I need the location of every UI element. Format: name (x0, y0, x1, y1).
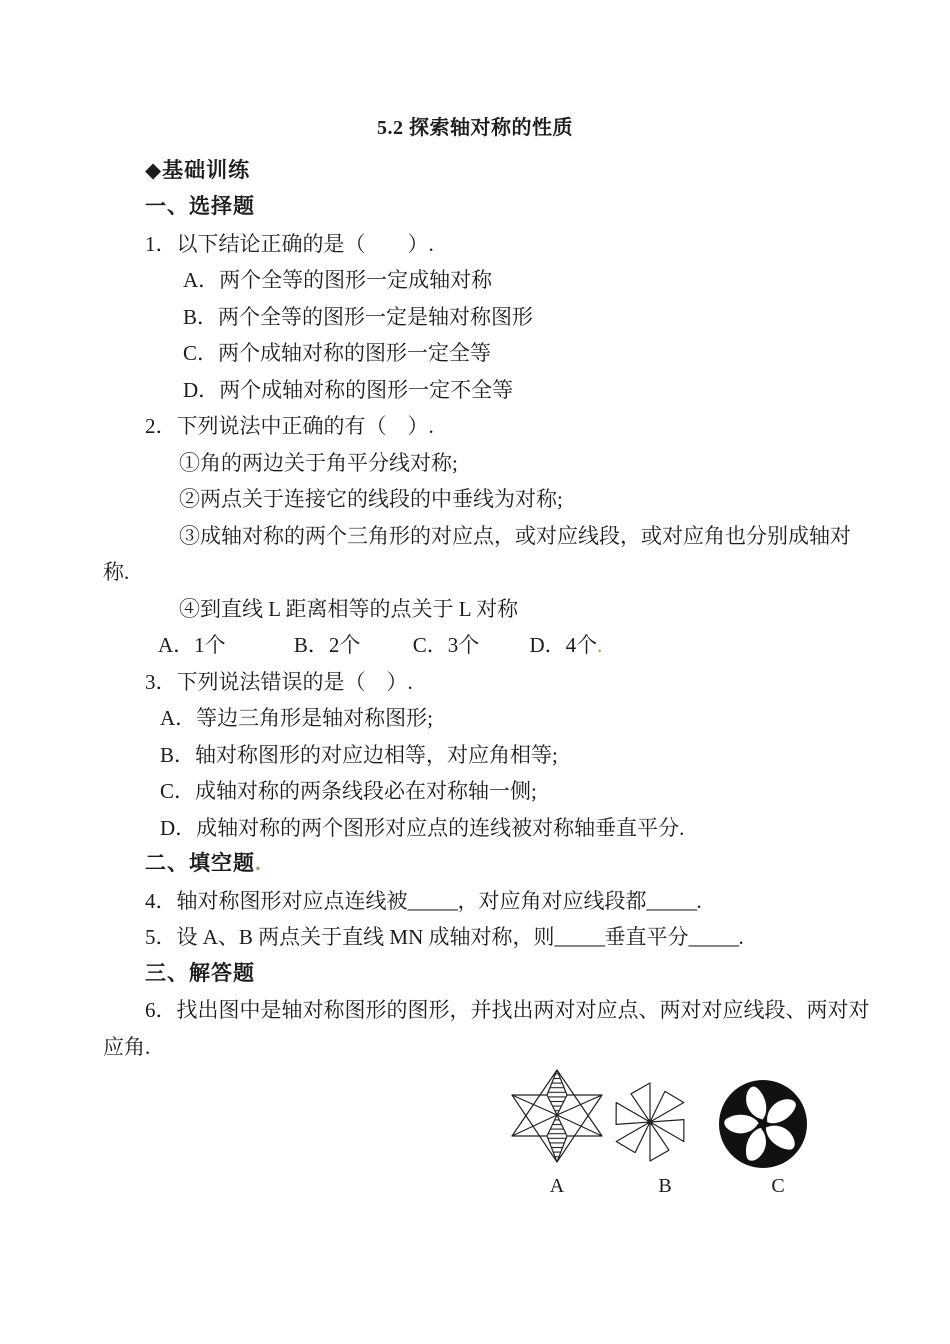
question-1-option-b: B．两个全等的图形一定是轴对称图形 (183, 304, 534, 329)
question-2-answer-d: D．4个 (529, 633, 598, 657)
stray-period: . (597, 633, 603, 657)
figures-row (0, 1065, 950, 1235)
answer-blank: _____ (688, 925, 739, 949)
heading-section-choice: 一、选择题 (145, 195, 255, 218)
question-4 (145, 883, 950, 920)
question-1-option-a: A．两个全等的图形一定成轴对称 (183, 268, 493, 292)
question-2-item-3-continuation: 称. (103, 560, 130, 584)
question-1-option-c: C．两个成轴对称的图形一定全等 (183, 341, 492, 365)
page-title: 5.2 探索轴对称的性质 (377, 117, 573, 139)
question-5-text-1: 5．设 A、B 两点关于直线 MN 成轴对称，则 (145, 925, 555, 949)
stray-period-2: . (255, 852, 262, 875)
question-2-item-1: ①角的两边关于角平分线对称; (179, 450, 458, 475)
question-4-text-1: 4．轴对称图形对应点连线被 (145, 888, 408, 913)
question-2-answer-row (158, 627, 950, 664)
figure-a-hexagram-star (507, 1067, 607, 1167)
question-3-option-b: B．轴对称图形的对应边相等，对应角相等; (160, 742, 558, 767)
question-3-option-a: A．等边三角形是轴对称图形; (160, 706, 433, 730)
figure-b-pinwheel-triangles (606, 1078, 694, 1166)
question-1-option-d: D．两个成轴对称的图形一定不全等 (183, 377, 514, 402)
question-3-stem: 3．下列说法错误的是（ ）. (145, 669, 413, 694)
heading-section-fill-blank-text: 二、填空题 (145, 852, 255, 875)
question-5-text-2: 垂直平分 (604, 925, 689, 949)
figure-b-label: B (658, 1175, 672, 1197)
question-6-line-1: 6．找出图中是轴对称图形的图形，并找出两对对应点、两对对应线段、两对对 (145, 998, 870, 1022)
figure-c-flower-in-circle (716, 1077, 810, 1171)
figure-c-label: C (771, 1175, 785, 1197)
question-6-line-2: 应角. (103, 1034, 151, 1059)
question-2-answer-a: A．1个 (158, 633, 226, 657)
question-2-stem: 2．下列说法中正确的有（ ）. (145, 414, 434, 438)
question-2-answer-c: C．3个 (412, 633, 480, 657)
figure-a-label: A (549, 1175, 565, 1197)
question-2-answer-b: B．2个 (293, 633, 361, 657)
answer-blank: _____ (554, 925, 605, 949)
question-2-item-3: ③成轴对称的两个三角形的对应点，或对应线段，或对应角也分别成轴对 (179, 523, 851, 548)
pinwheel-center-dot (647, 1119, 653, 1125)
question-5-text-3: . (738, 925, 744, 949)
heading-basic-training: ◆基础训练 (145, 158, 251, 182)
question-4-text-2: ，对应角对应线段都 (457, 888, 647, 913)
question-3-option-d: D．成轴对称的两个图形对应点的连线被对称轴垂直平分. (160, 815, 685, 840)
answer-blank: _____ (407, 888, 458, 913)
answer-blank: _____ (646, 888, 697, 913)
question-4-text-3: . (696, 888, 702, 913)
heading-section-solution: 三、解答题 (145, 961, 255, 985)
question-2-item-4: ④到直线 L 距离相等的点关于 L 对称 (179, 596, 519, 621)
question-3-option-c: C．成轴对称的两条线段必在对称轴一侧; (160, 779, 537, 803)
question-1-stem: 1．以下结论正确的是（ ）. (145, 231, 434, 256)
heading-section-fill-blank (145, 846, 950, 883)
question-5 (145, 919, 950, 956)
question-2-item-2: ②两点关于连接它的线段的中垂线为对称; (179, 487, 563, 511)
